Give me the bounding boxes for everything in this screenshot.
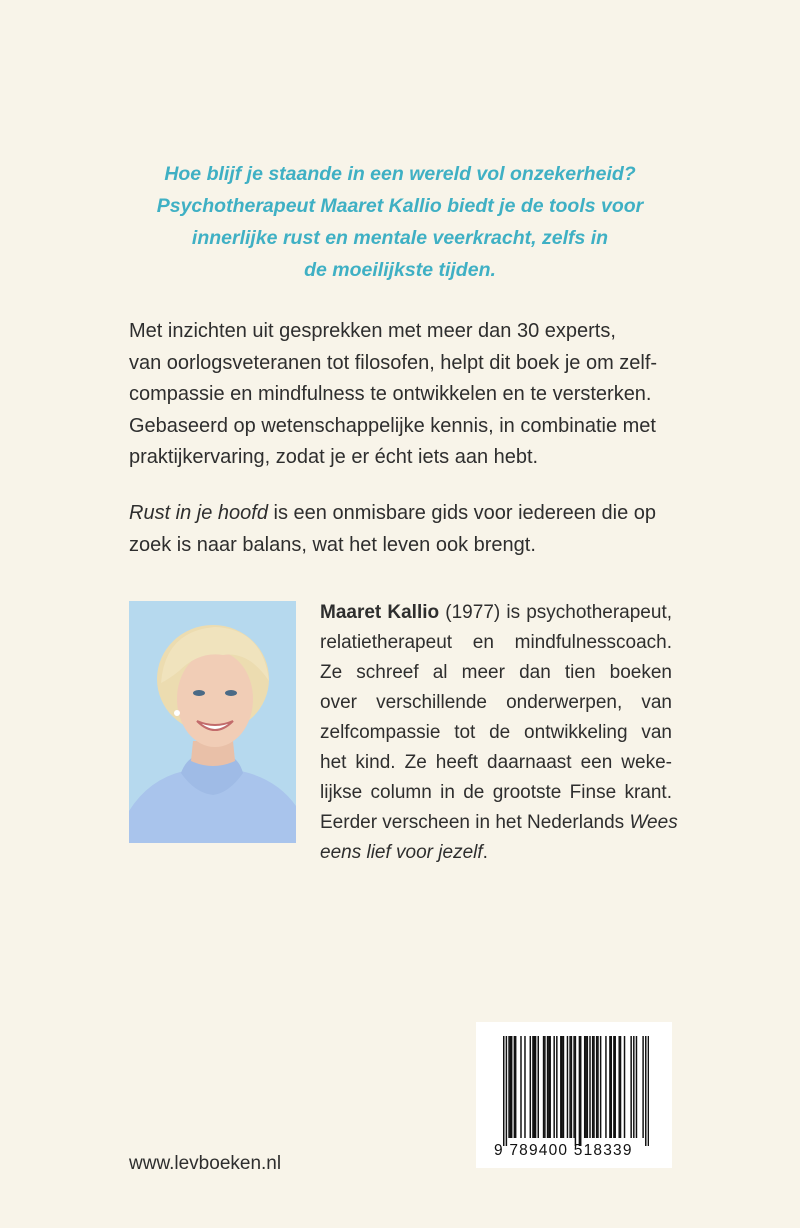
barcode-bar <box>544 1036 545 1138</box>
description-line: zoek is naar balans, wat het leven ook brengt. <box>129 533 536 556</box>
description-paragraph-1 <box>129 316 674 474</box>
barcode-bar <box>515 1036 516 1138</box>
barcode-bar <box>556 1036 557 1138</box>
barcode-bar <box>593 1036 594 1138</box>
barcode-bar <box>549 1036 550 1138</box>
bio-line: Ze schreef al meer dan tien boeken <box>320 662 672 683</box>
barcode-bar <box>503 1036 504 1146</box>
barcode-bar <box>532 1036 533 1138</box>
barcode-bar <box>624 1036 625 1138</box>
bio-line: eens lief voor jezelf. <box>320 842 488 863</box>
author-photo <box>129 601 296 843</box>
publisher-website: www.levboeken.nl <box>129 1153 282 1174</box>
barcode-bar <box>563 1036 564 1138</box>
tagline-line: de moeilijkste tijden. <box>304 259 496 281</box>
barcode-bar <box>506 1036 507 1146</box>
bio-line: lijkse column in de grootste Finse krant. <box>320 782 672 803</box>
barcode-bar <box>514 1036 515 1138</box>
barcode-bar <box>645 1036 646 1146</box>
bio-line: relatietherapeut en mindfulnesscoach. <box>320 632 672 653</box>
barcode-bar <box>547 1036 548 1138</box>
tagline-line: innerlijke rust en mentale veerkracht, zelfs in <box>191 227 609 249</box>
author-portrait-illustration <box>129 601 296 843</box>
barcode-bar <box>510 1036 511 1138</box>
barcode-bar <box>511 1036 512 1138</box>
barcode-bar <box>538 1036 539 1138</box>
barcode-bar <box>630 1036 631 1138</box>
barcode-bar <box>633 1036 634 1138</box>
barcode-bar <box>620 1036 621 1138</box>
description-line <box>129 498 674 530</box>
description-line: praktijkervaring, zodat je er écht iets aan hebt. <box>129 446 539 468</box>
barcode-bar <box>561 1036 562 1138</box>
barcode-bar <box>597 1036 598 1138</box>
barcode-bar <box>508 1036 509 1138</box>
tagline-line: Psychotherapeut Maaret Kallio biedt je de tools voor <box>156 195 644 217</box>
barcode-bar <box>571 1036 572 1138</box>
isbn-barcode <box>476 1022 672 1168</box>
barcode-bar <box>548 1036 549 1138</box>
barcode-bar <box>585 1036 586 1138</box>
description-paragraph-2 <box>129 498 674 561</box>
previous-book-title: eens lief voor jezelf <box>320 842 483 863</box>
barcode-bar <box>596 1036 597 1138</box>
barcode-bar <box>611 1036 612 1138</box>
barcode-bars <box>503 1036 649 1146</box>
isbn-number: 9 789400 518339 <box>494 1142 633 1159</box>
barcode-bar <box>618 1036 619 1138</box>
tagline-line: Hoe blijf je staande in een wereld vol onzekerheid? <box>164 163 636 185</box>
barcode-bar <box>614 1036 615 1138</box>
barcode-bar <box>560 1036 561 1138</box>
description-line: Met inzichten uit gesprekken met meer dan 30 experts, <box>129 320 616 342</box>
bio-line: Maaret Kallio (1977) is psychotherapeut, <box>320 602 672 623</box>
author-name: Maaret Kallio <box>320 602 440 623</box>
barcode-bar <box>609 1036 610 1138</box>
barcode-bar <box>613 1036 614 1138</box>
description-text: is een onmisbare gids voor iedereen die op <box>267 502 657 524</box>
barcode-bar <box>600 1036 601 1138</box>
bio-line: Eerder verscheen in het Nederlands Wees <box>320 812 678 833</box>
barcode-bar <box>520 1036 521 1138</box>
tagline <box>120 158 680 286</box>
description-line: compassie en mindfulness te ontwikkelen en te versterken. <box>129 383 652 405</box>
barcode-bar <box>534 1036 535 1138</box>
barcode-bar <box>575 1036 576 1146</box>
barcode-bar <box>573 1036 574 1138</box>
barcode-bar <box>605 1036 606 1138</box>
bio-line: zelfcompassie tot de ontwikkeling van <box>320 722 672 743</box>
author-bio <box>320 598 678 868</box>
barcode-bar <box>580 1036 581 1146</box>
barcode-bar <box>636 1036 637 1138</box>
barcode-bar <box>553 1036 554 1138</box>
barcode-bar <box>592 1036 593 1138</box>
barcode-bar <box>524 1036 525 1138</box>
barcode-bar <box>543 1036 544 1138</box>
barcode-bar <box>642 1036 643 1138</box>
barcode-bar <box>648 1036 649 1146</box>
barcode-bar <box>567 1036 568 1138</box>
bio-line: over verschillende onderwerpen, van <box>320 692 672 713</box>
description-line: van oorlogsveteranen tot filosofen, helpt dit boek je om zelf- <box>129 351 658 374</box>
description-line: Gebaseerd op wetenschappelijke kennis, in combinatie met <box>129 414 656 437</box>
barcode-bar <box>569 1036 570 1138</box>
barcode-bar <box>579 1036 580 1146</box>
barcode-bar <box>530 1036 531 1138</box>
bio-line: het kind. Ze heeft daarnaast een weke- <box>320 752 672 773</box>
barcode-bar <box>535 1036 536 1138</box>
previous-book-title: Wees <box>629 812 678 833</box>
barcode-bar <box>589 1036 590 1138</box>
book-title: Rust in je hoofd <box>129 502 268 524</box>
barcode-bar <box>584 1036 585 1138</box>
barcode-bar <box>587 1036 588 1138</box>
